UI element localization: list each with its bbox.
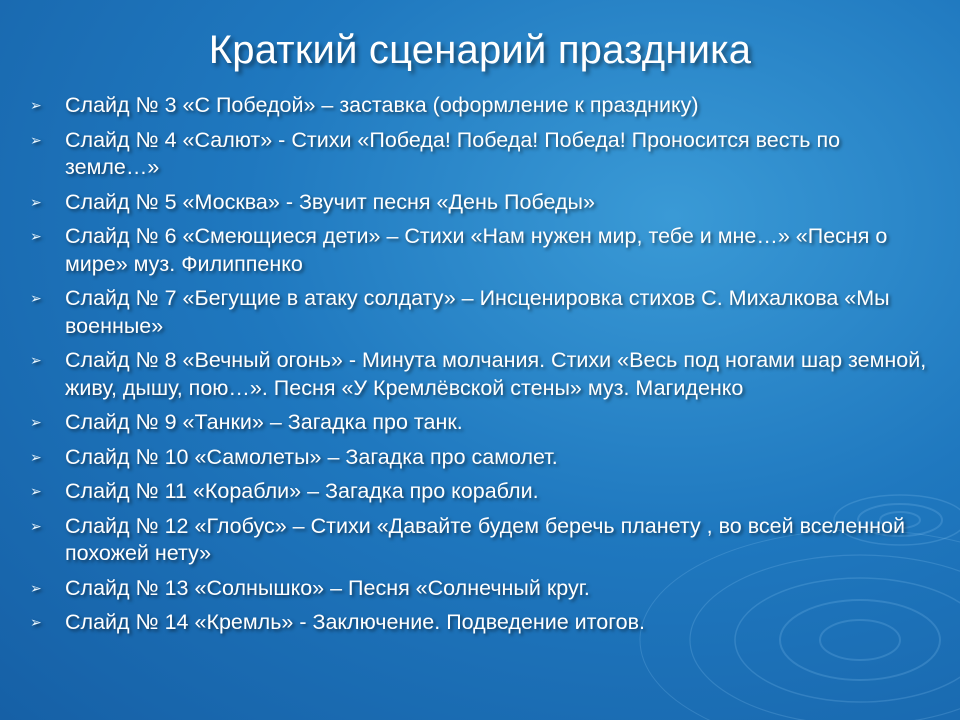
list-item-text: Слайд № 11 «Корабли» – Загадка про корабли. (65, 479, 539, 503)
arrow-bullet-icon: ➢ (30, 352, 42, 368)
arrow-bullet-icon: ➢ (30, 614, 42, 630)
arrow-bullet-icon: ➢ (30, 193, 42, 210)
list-item-text: Слайд № 14 «Кремль» - Заключение. Подведение итогов. (65, 610, 645, 634)
arrow-bullet-icon: ➢ (30, 579, 42, 596)
list-item-text: Слайд № 9 «Танки» – Загадка про танк. (65, 410, 463, 434)
list-item-slide-8 (30, 347, 930, 402)
list-item-text: Слайд № 5 «Москва» - Звучит песня «День Победы» (65, 189, 595, 214)
arrow-bullet-icon: ➢ (30, 228, 42, 244)
list-item-slide-10 (30, 444, 930, 472)
list-item-text: Слайд № 7 «Бегущие в атаку солдату» – Инсценировка стихов С. Михалкова «Мы военные» (65, 286, 890, 338)
arrow-bullet-icon: ➢ (30, 414, 42, 430)
list-item-text: Слайд № 4 «Салют» - Стихи «Победа! Победа! Победа! Проносится весть по земле…» (65, 127, 841, 179)
list-item-text: Слайд № 6 «Смеющиеся дети» – Стихи «Нам нужен мир, тебе и мне…» «Песня о мире» муз. Филиппенко (65, 224, 888, 276)
list-item-text: Слайд № 13 «Солнышко» – Песня «Солнечный круг. (65, 575, 590, 600)
list-item-text: Слайд № 10 «Самолеты» – Загадка про самолет. (65, 444, 558, 469)
list-item-slide-4 (30, 127, 930, 182)
list-item-slide-3 (30, 92, 930, 120)
scenario-list (30, 92, 930, 644)
list-item-text: Слайд № 12 «Глобус» – Стихи «Давайте будем беречь планету , во всей вселенной похожей нету» (65, 513, 905, 565)
arrow-bullet-icon: ➢ (30, 448, 42, 465)
list-item-slide-6 (30, 223, 930, 278)
list-item-slide-12 (30, 513, 930, 568)
list-item-text: Слайд № 3 «С Победой» – заставка (оформление к празднику) (65, 93, 699, 117)
slide-title: Краткий сценарий праздника (208, 28, 752, 72)
arrow-bullet-icon: ➢ (30, 517, 42, 534)
arrow-bullet-icon: ➢ (30, 131, 42, 148)
arrow-bullet-icon: ➢ (30, 290, 42, 306)
list-item-slide-5 (30, 189, 930, 217)
list-item-text: Слайд № 8 «Вечный огонь» - Минута молчания. Стихи «Весь под ногами шар земной, живу, дышу, пою…». Песня «У Кремлёвской стены» муз. Магиденко (65, 348, 927, 400)
list-item-slide-9 (30, 409, 930, 437)
list-item-slide-13 (30, 575, 930, 603)
list-item-slide-7 (30, 285, 930, 340)
arrow-bullet-icon: ➢ (30, 97, 42, 113)
arrow-bullet-icon: ➢ (30, 483, 42, 499)
list-item-slide-14 (30, 609, 930, 637)
list-item-slide-11 (30, 478, 930, 506)
